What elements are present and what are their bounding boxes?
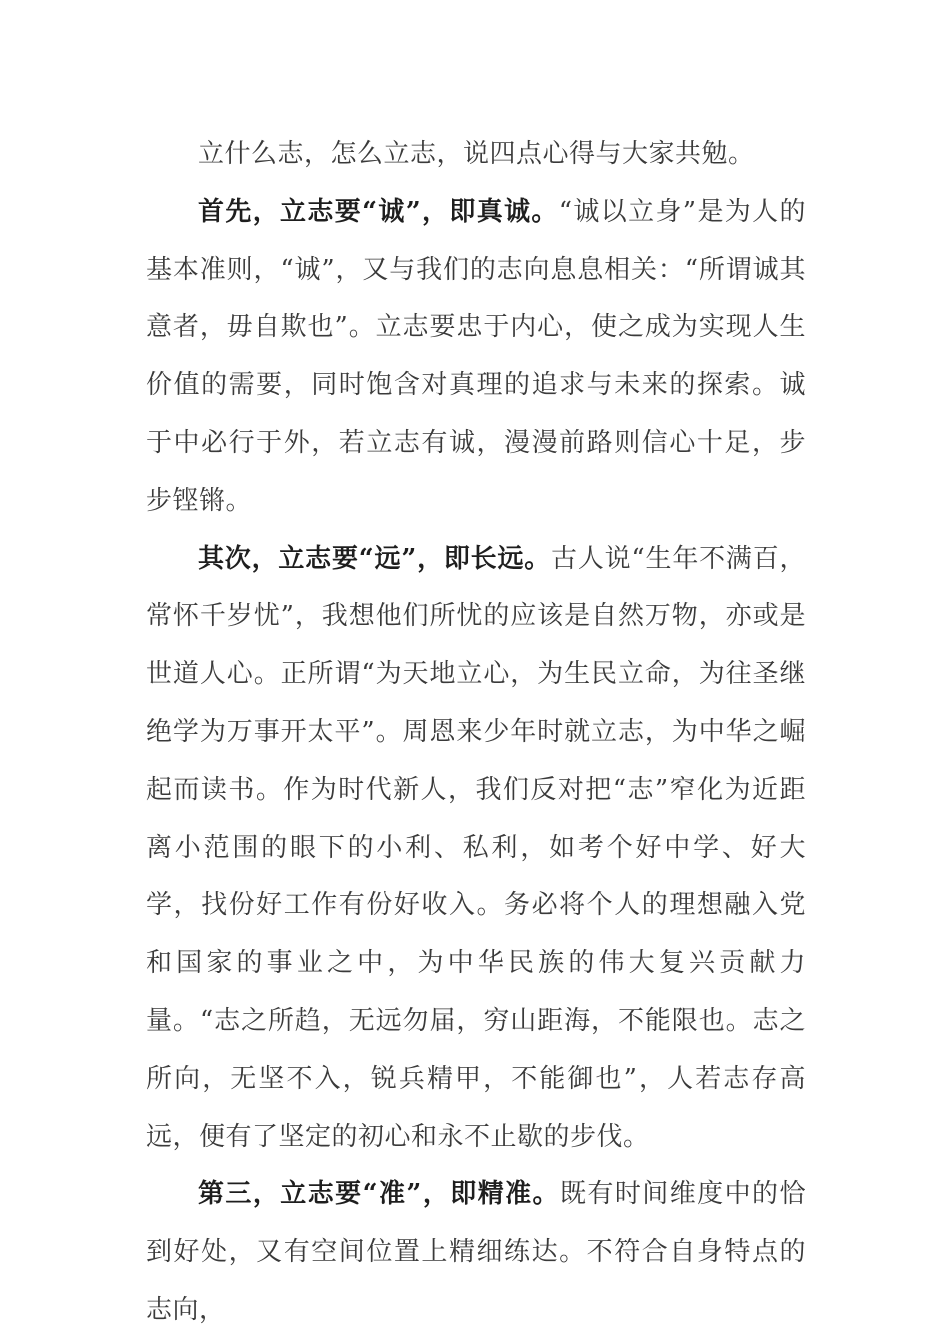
paragraph-lead: 首先，立志要“诚”，即真诚。: [198, 196, 559, 227]
paragraph-text: “诚以立身”是为人的基本准则，“诚”，又与我们的志向息息相关：“所谓诚其意者，毋自欺也”。立志要忠于内心，使之成为实现人生价值的需要，同时饱含对真理的追求与未来的探索。诚于中必行于外，若立志有诚，漫漫前路则信心十足，步步铿锵。: [146, 196, 806, 516]
paragraph-lead: 第三，立志要“准”，即精准。: [198, 1179, 560, 1210]
paragraph-text: 古人说“生年不满百，常怀千岁忧”，我想他们所忧的应该是自然万物，亦或是世道人心。正所谓“为天地立心，为生民立命，为往圣继绝学为万事开太平”。周恩来少年时就立志，为中华之崛起而读书。作为时代新人，我们反对把“志”窄化为近距离小范围的眼下的小利、私利，如考个好中学、好大学，找份好工作有份好收入。务必将个人的理想融入党和国家的事业之中，为中华民族的伟大复兴贡献力量。“志之所趋，无远勿届，穷山距海，不能限也。志之所向，无坚不入，锐兵精甲，不能御也”，人若志存高远，便有了坚定的初心和永不止歇的步伐。: [146, 543, 806, 1152]
paragraph-farsighted: [146, 531, 806, 1167]
paragraph-intro: [146, 126, 806, 184]
paragraph-lead: 其次，立志要“远”，即长远。: [198, 543, 552, 574]
paragraph-text: 立什么志，怎么立志，说四点心得与大家共勉。: [198, 139, 755, 169]
paragraph-text: 既有时间维度中的恰到好处，又有空间位置上精细练达。不符合自身特点的志向，: [146, 1179, 806, 1325]
paragraph-sincerity: [146, 184, 806, 531]
document-body: [146, 126, 806, 1340]
paragraph-precise: [146, 1166, 806, 1339]
